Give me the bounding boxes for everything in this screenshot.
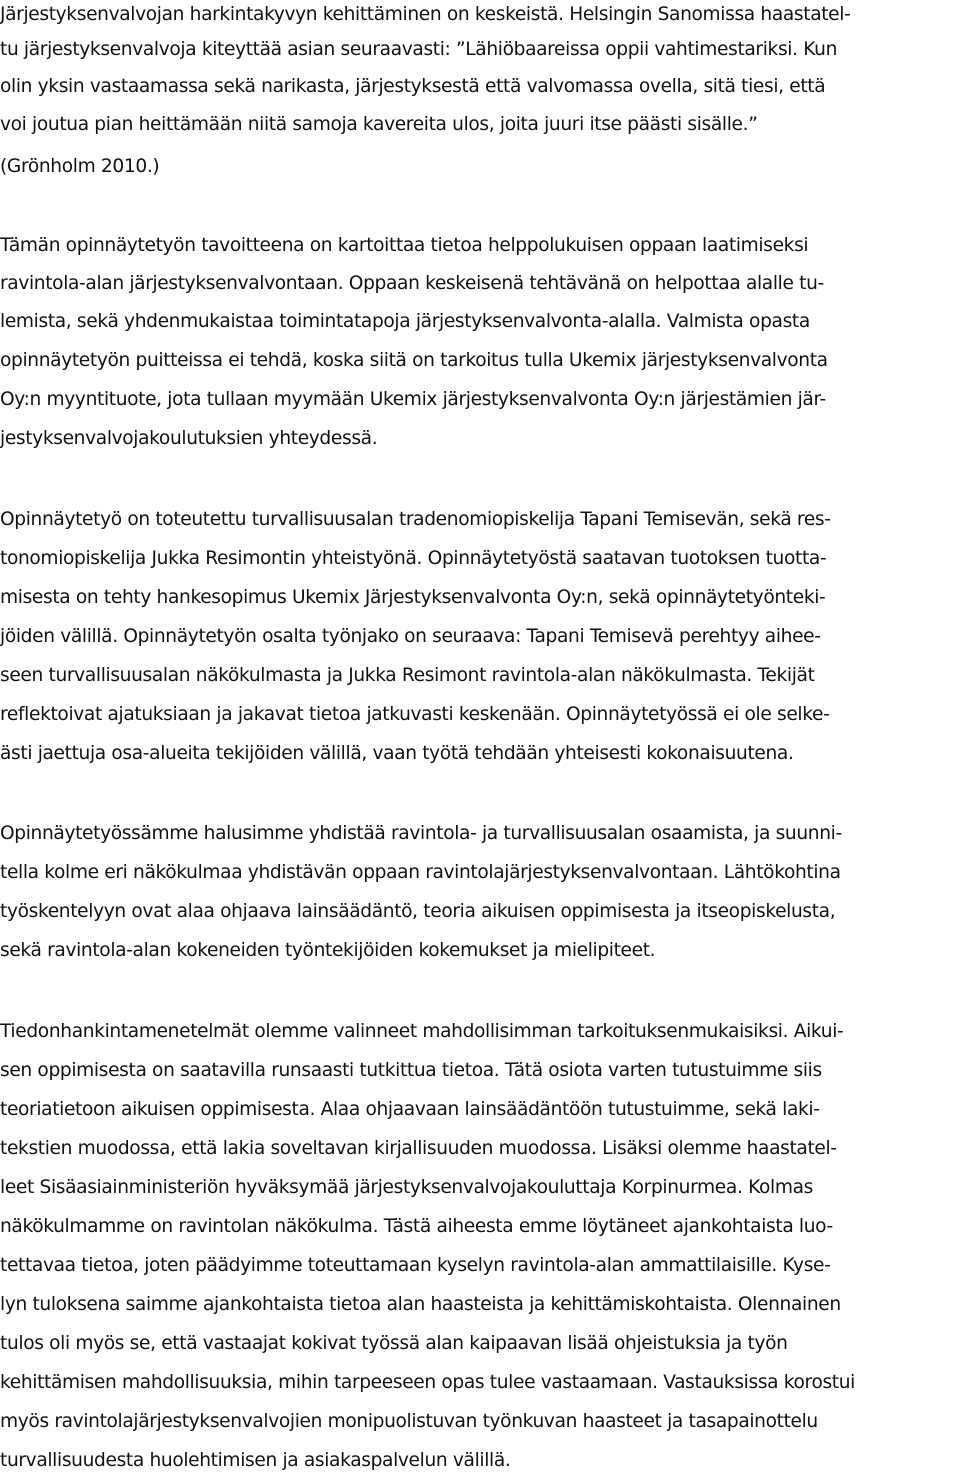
text-line: olin yksin vastaamassa sekä narikasta, järjestyksestä että valvomassa ovella, sitä tiesi, että xyxy=(0,76,826,97)
text-line: (Grönholm 2010.) xyxy=(0,156,160,177)
text-line: voi joutua pian heittämään niitä samoja kavereita ulos, joita juuri itse päästi sisälle.” xyxy=(0,114,758,135)
text-line: jöiden välillä. Opinnäytetyön osalta työnjako on seuraava: Tapani Temisevä perehtyy aihee- xyxy=(0,626,821,647)
text-line: sen oppimisesta on saatavilla runsaasti tutkittua tietoa. Tätä osiota varten tutustuimme siis xyxy=(0,1060,822,1081)
text-line: tekstien muodossa, että lakia soveltavan kirjallisuuden muodossa. Lisäksi olemme haastatel- xyxy=(0,1138,837,1159)
text-line: lemista, sekä yhdenmukaistaa toimintatapoja järjestyksenvalvonta-alalla. Valmista opasta xyxy=(0,311,810,332)
text-line: ästi jaettuja osa-alueita tekijöiden välillä, vaan työtä tehdään yhteisesti kokonaisuutena. xyxy=(0,743,794,764)
text-line: seen turvallisuusalan näkökulmasta ja Jukka Resimont ravintola-alan näkökulmasta. Tekijät xyxy=(0,665,815,686)
text-line: leet Sisäasiainministeriön hyväksymää järjestyksenvalvojakouluttaja Korpinurmea. Kolmas xyxy=(0,1177,813,1198)
text-line: työskentelyyn ovat alaa ohjaava lainsäädäntö, teoria aikuisen oppimisesta ja itseopiskelusta, xyxy=(0,901,836,922)
text-line: Järjestyksenvalvojan harkintakyvyn kehittäminen on keskeistä. Helsingin Sanomissa haastatel- xyxy=(0,4,851,25)
text-line: kehittämisen mahdollisuuksia, mihin tarpeeseen opas tulee vastaamaan. Vastauksissa korostui xyxy=(0,1372,855,1393)
text-line: tonomiopiskelija Jukka Resimontin yhteistyönä. Opinnäytetyöstä saatavan tuotoksen tuotta- xyxy=(0,548,827,569)
text-line: teoriatietoon aikuisen oppimisesta. Alaa ohjaavaan lainsäädäntöön tutustuimme, sekä laki- xyxy=(0,1099,820,1120)
text-line: tulos oli myös se, että vastaajat kokivat työssä alan kaipaavan lisää ohjeistuksia ja työn xyxy=(0,1333,788,1354)
text-line: lyn tuloksena saimme ajankohtaista tietoa alan haasteista ja kehittämiskohtaista. Olennainen xyxy=(0,1294,841,1315)
text-line: Tiedonhankintamenetelmät olemme valinneet mahdollisimman tarkoituksenmukaisiksi. Aikui- xyxy=(0,1021,844,1042)
text-line: tella kolme eri näkökulmaa yhdistävän oppaan ravintolajärjestyksenvalvontaan. Lähtökohtina xyxy=(0,862,841,883)
text-line: Opinnäytetyössämme halusimme yhdistää ravintola- ja turvallisuusalan osaamista, ja suunni- xyxy=(0,823,842,844)
text-line: jestyksenvalvojakoulutuksien yhteydessä. xyxy=(0,428,378,449)
text-line: turvallisuudesta huolehtimisen ja asiakaspalvelun välillä. xyxy=(0,1450,511,1471)
text-line: misesta on tehty hankesopimus Ukemix Järjestyksenvalvonta Oy:n, sekä opinnäytetyönteki- xyxy=(0,587,826,608)
text-line: opinnäytetyön puitteissa ei tehdä, koska siitä on tarkoitus tulla Ukemix järjestyksenvalvonta xyxy=(0,350,828,371)
text-line: ravintola-alan järjestyksenvalvontaan. Oppaan keskeisenä tehtävänä on helpottaa alalle tu- xyxy=(0,273,824,294)
text-line: tu järjestyksenvalvoja kiteyttää asian seuraavasti: ”Lähiöbaareissa oppii vahtimestariksi. Kun xyxy=(0,39,838,60)
text-line: sekä ravintola-alan kokeneiden työntekijöiden kokemukset ja mielipiteet. xyxy=(0,940,656,961)
text-line: reflektoivat ajatuksiaan ja jakavat tietoa jatkuvasti keskenään. Opinnäytetyössä ei ole selke- xyxy=(0,704,830,725)
text-line: tettavaa tietoa, joten päädyimme toteuttamaan kyselyn ravintola-alan ammattilaisille. Kyse- xyxy=(0,1255,831,1276)
text-line: Opinnäytetyö on toteutettu turvallisuusalan tradenomiopiskelija Tapani Temisevän, sekä res- xyxy=(0,509,831,530)
text-line: Oy:n myyntituote, jota tullaan myymään Ukemix järjestyksenvalvonta Oy:n järjestämien jär- xyxy=(0,389,826,410)
text-line: näkökulmamme on ravintolan näkökulma. Tästä aiheesta emme löytäneet ajankohtaista luo- xyxy=(0,1216,833,1237)
text-line: Tämän opinnäytetyön tavoitteena on kartoittaa tietoa helppolukuisen oppaan laatimiseksi xyxy=(0,235,809,256)
text-line: myös ravintolajärjestyksenvalvojien monipuolistuvan työnkuvan haasteet ja tasapainottelu xyxy=(0,1411,818,1432)
